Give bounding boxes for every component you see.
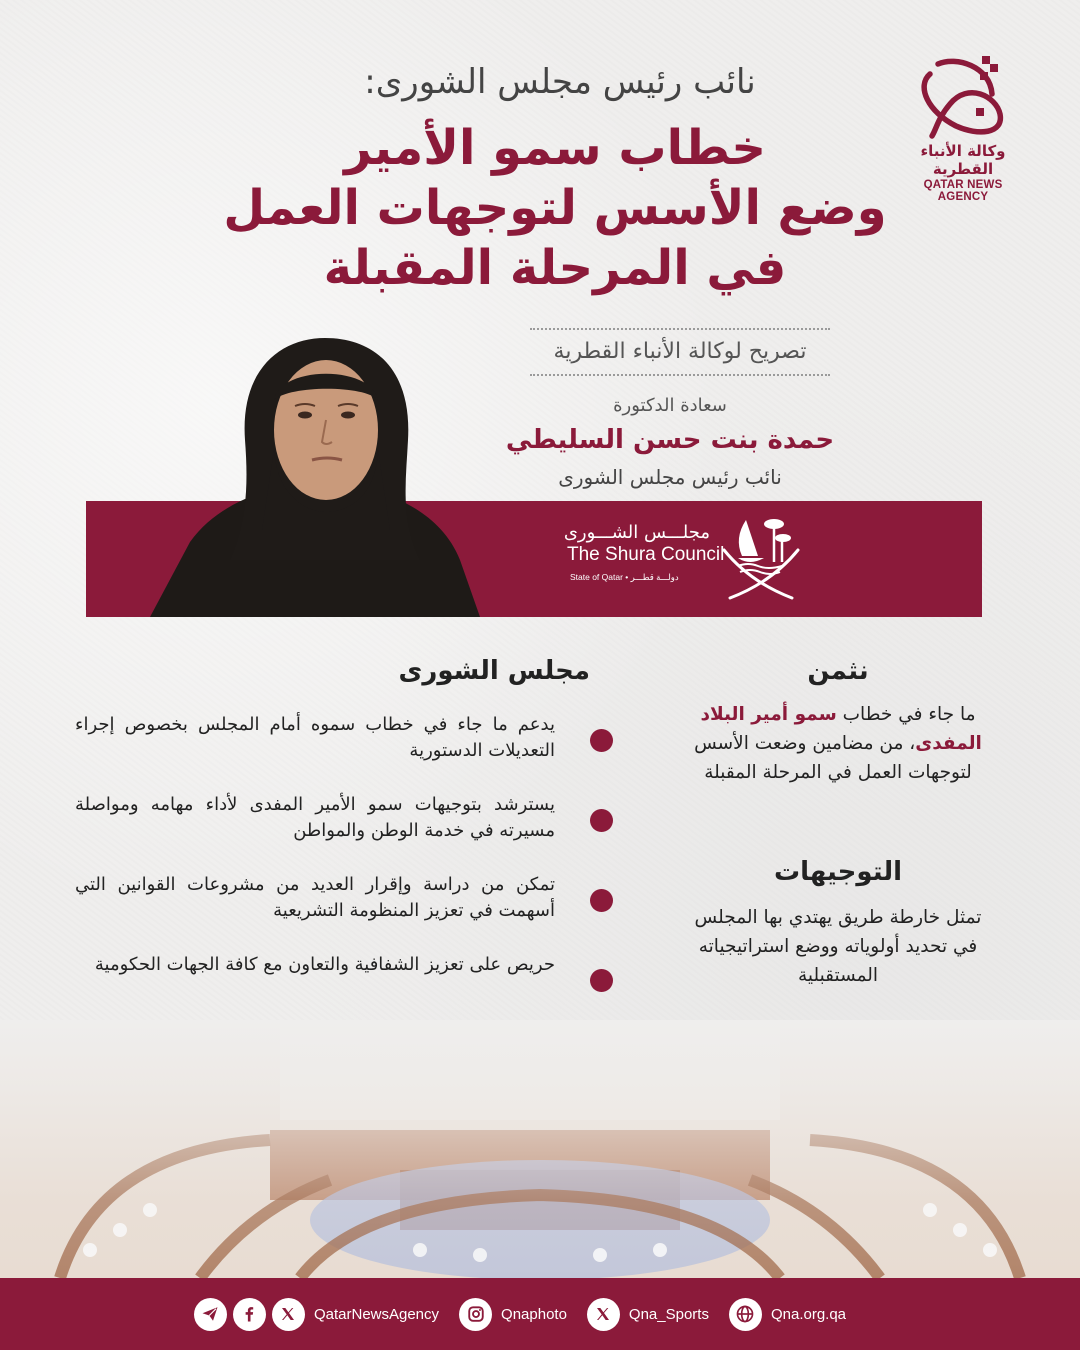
bullet-text: يسترشد بتوجيهات سمو الأمير المفدى لأداء مهامه ومواصلة مسيرته في خدمة الوطن والمواطن <box>75 794 555 841</box>
highlight-amir: سمو أمير البلاد المفدى <box>700 704 982 754</box>
headline-kicker: نائب رئيس مجلس الشورى: <box>364 62 756 102</box>
left-column-heading: مجلس الشورى <box>398 656 590 686</box>
statement-label: تصريح لوكالة الأنباء القطرية <box>530 328 830 376</box>
honorific: سعادة الدكتورة <box>613 395 727 416</box>
shura-chamber-photo <box>0 1020 1080 1278</box>
bullet-text: يدعم ما جاء في خطاب سموه أمام المجلس بخصوص إجراء التعديلات الدستورية <box>75 714 555 761</box>
portrait-photo <box>150 330 490 617</box>
section-appreciate <box>688 656 988 787</box>
shura-arabic-name: مجلـــس الشـــورى <box>563 522 710 543</box>
instagram-icon[interactable] <box>459 1298 492 1331</box>
section-directives-heading: التوجيهات <box>774 857 902 887</box>
bullet-item <box>75 792 595 844</box>
bullet-item <box>75 712 595 764</box>
footer-group-website[interactable] <box>729 1298 846 1331</box>
footer-group-qatarnewsagency[interactable] <box>194 1298 439 1331</box>
shura-subtitle: State of Qatar • دولـــة قطـــر <box>570 572 679 582</box>
footer-label: QatarNewsAgency <box>313 1305 440 1323</box>
telegram-icon[interactable] <box>194 1298 227 1331</box>
footer-group-qnaphoto[interactable] <box>459 1298 567 1331</box>
person-name: حمدة بنت حسن السليطي <box>505 425 835 455</box>
section-appreciate-heading: نثمن <box>807 656 869 686</box>
section-directives <box>688 857 988 990</box>
facebook-icon[interactable] <box>233 1298 266 1331</box>
headline <box>0 118 1080 298</box>
x-icon[interactable] <box>272 1298 305 1331</box>
section-directives-text: تمثل خارطة طريق يهتدي بها المجلس في تحديد أولوياته ووضع استراتيجياته المستقبلية <box>694 907 982 986</box>
bullet-text: تمكن من دراسة وإقرار العديد من مشروعات القوانين التي أسهمت في تعزيز المنظومة التشريعية <box>75 874 555 921</box>
logo-arabic-text: وكالة الأنباء القطرية <box>920 142 1006 178</box>
person-title: نائب رئيس مجلس الشورى <box>558 465 782 489</box>
shura-council-logo <box>560 512 810 607</box>
globe-icon[interactable] <box>729 1298 762 1331</box>
bullet-item <box>75 872 595 924</box>
bullet-text: حريص على تعزيز الشفافية والتعاون مع كافة الجهات الحكومية <box>94 954 555 975</box>
qatar-emblem-icon <box>720 512 802 602</box>
x-icon[interactable] <box>587 1298 620 1331</box>
bullet-dot-icon <box>590 889 613 912</box>
left-column-bullets <box>75 712 595 1006</box>
bullet-dot-icon <box>590 729 613 752</box>
headline-line-2: وضع الأسس لتوجهات العمل <box>223 180 887 236</box>
footer-label: Qna_Sports <box>628 1305 709 1323</box>
logo-english-text: QATAR NEWS AGENCY <box>923 179 1003 203</box>
headline-line-3: في المرحلة المقبلة <box>323 240 787 296</box>
footer-social-bar <box>0 1278 1080 1350</box>
chamber-fade-overlay <box>0 1020 1080 1278</box>
text-before: ما جاء في خطاب <box>836 704 976 725</box>
text-after: ، من مضامين وضعت الأسس لتوجهات العمل في المرحلة المقبلة <box>694 733 972 783</box>
bullet-dot-icon <box>590 969 613 992</box>
headline-line-1: خطاب سمو الأمير <box>344 120 766 176</box>
shura-english-name: The Shura Council <box>567 544 725 565</box>
section-appreciate-text <box>688 700 988 787</box>
footer-group-qna-sports[interactable] <box>587 1298 709 1331</box>
bullet-dot-icon <box>590 809 613 832</box>
bullet-item <box>80 952 595 978</box>
footer-label: Qna.org.qa <box>770 1305 847 1323</box>
footer-label: Qnaphoto <box>501 1305 567 1323</box>
